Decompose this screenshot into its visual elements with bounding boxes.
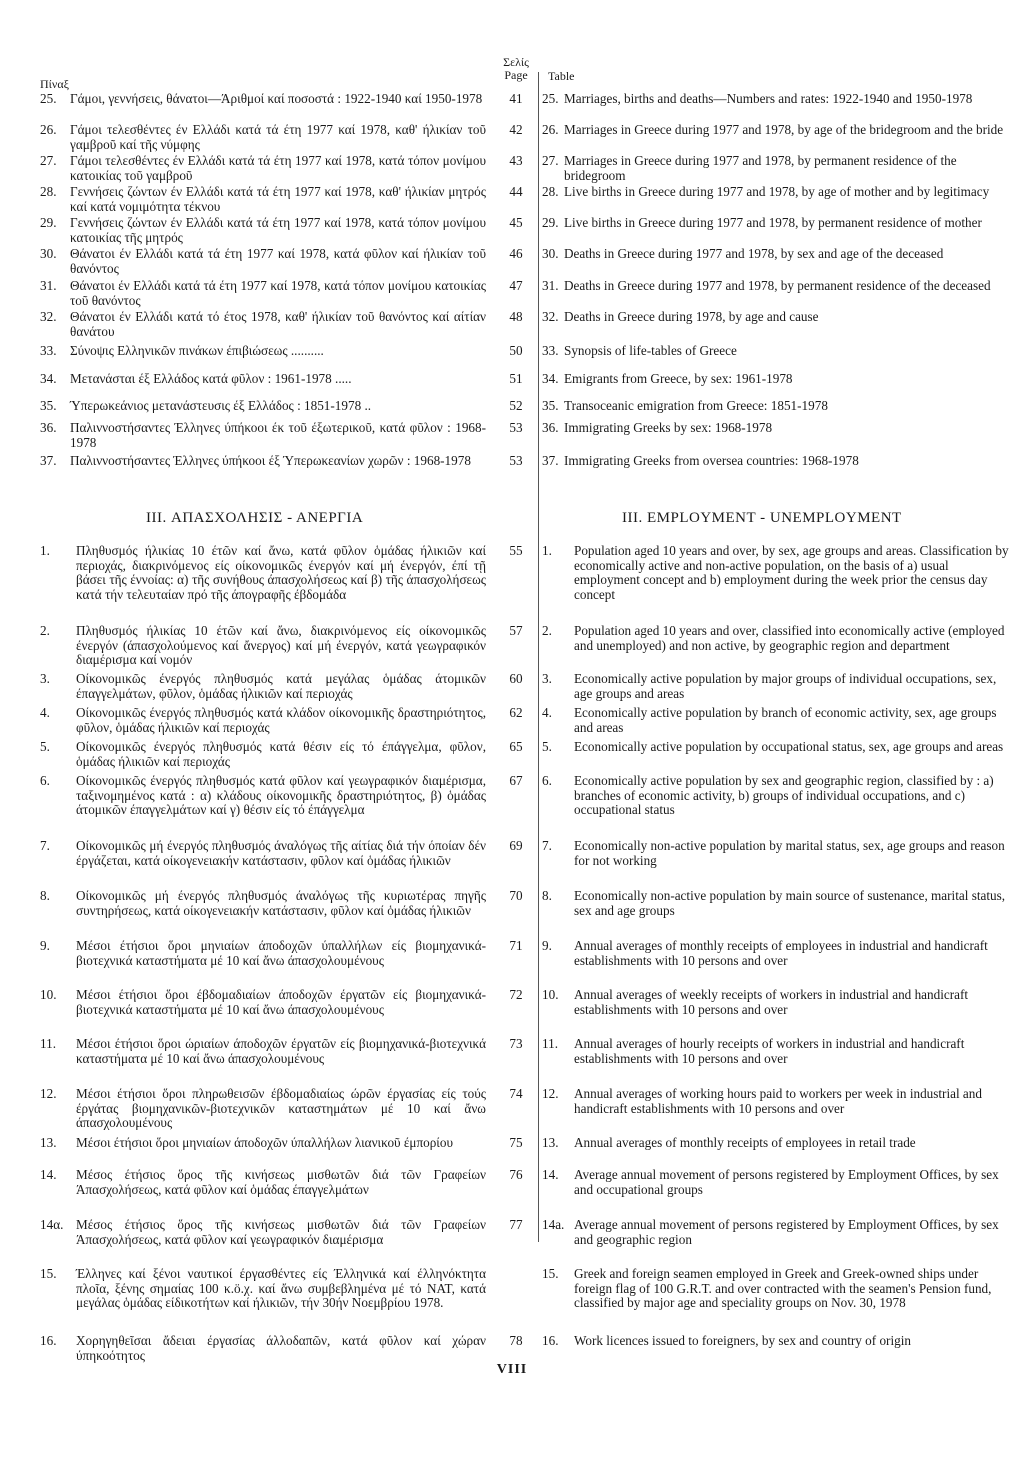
gr-entry: 13. Μέσοι έτήσιοι ὅροι μηνιαίων άποδοχῶν ύπαλλήλων λιανικοῦ έμπορίου bbox=[40, 1135, 453, 1150]
gr-entry: 28. Γεννήσεις ζώντων έν Ελλάδι κατά τά έτη 1977 καί 1978, καθ' ήλικίαν μητρός καί κατά νομιμότητα τέκνου bbox=[40, 184, 486, 214]
en-entry: 3. Economically active population by major groups of individual occupations, sex, age groups and areas bbox=[542, 671, 997, 701]
gr-entry: 8. Οίκονομικῶς μή ένεργός πληθυσμός άναλόγως τῆς κυριωτέρας πηγῆς συντηρήσεως, κατά οίκογενειακήν κατάστασιν, φῦλον καί ὁμάδας ήλικιῶν bbox=[40, 888, 486, 918]
page-number: 69 bbox=[509, 838, 523, 853]
page-number: 75 bbox=[509, 1135, 523, 1150]
page-number: 71 bbox=[509, 938, 523, 953]
en-entry: 29. Live births in Greece during 1977 and 1978, by permanent residence of mother bbox=[542, 215, 982, 230]
column-divider bbox=[538, 72, 539, 1242]
page-footer-number: VIII bbox=[496, 1362, 528, 1377]
section-title-gr: III. ΑΠΑΣΧΟΛΗΣΙΣ - ΑΝΕΡΓΙΑ bbox=[146, 510, 364, 526]
header-table-gr: Πίναξ bbox=[40, 77, 69, 91]
page-number: 57 bbox=[509, 623, 523, 638]
page-number: 52 bbox=[509, 398, 523, 413]
gr-entry: 3. Οίκονομικῶς ένεργός πληθυσμός κατά μεγάλας ὁμάδας άτομικῶν έπαγγελμάτων, φῦλον, ὁμάδας ήλικιῶν καί περιοχάς bbox=[40, 671, 486, 701]
en-entry: 36. Immigrating Greeks by sex: 1968-1978 bbox=[542, 420, 773, 435]
header-page-gr: Σελίς bbox=[503, 55, 529, 69]
en-entry: 14a. Average annual movement of persons registered by Employment Offices, by sex and geographic region bbox=[542, 1217, 999, 1247]
en-entry: 16. Work licences issued to foreigners, by sex and country of origin bbox=[542, 1333, 911, 1348]
gr-entry: 2. Πληθυσμός ήλικίας 10 έτῶν καί ἄνω, διακρινόμενος είς οίκονομικῶς ένεργόν (άπασχολούμενος καί ἄνεργος) καί μή ένεργόν, κατά γεωγραφικόν διαμέρισμα καί νομόν bbox=[40, 623, 486, 668]
gr-entry: 6. Οίκονομικῶς ένεργός πληθυσμός κατά φῦλον καί γεωγραφικόν διαμέρισμα, ταξινομημένος κατά : α) κλάδους οίκονομικῆς δραστηριότητος, β) ὁμάδας άτομικῶν έπαγγελμάτων καί γ) θέσιν είς τό έπάγγελμα bbox=[40, 773, 486, 818]
gr-entry: 16. Χορηγηθεῖσαι ἄδειαι έργασίας άλλοδαπῶν, κατά φῦλον καί χώραν ύπηκοότητος bbox=[40, 1333, 486, 1363]
gr-entry: 14α. Μέσος έτήσιος ὅρος τῆς κινήσεως μισθωτῶν διά τῶν Γραφείων Άπασχολήσεως, κατά φῦλον καί γεωγραφικόν διαμέρισμα bbox=[40, 1217, 486, 1247]
gr-entry: 36. Παλιννοστήσαντες Έλληνες ύπήκοοι έκ τοῦ έξωτερικοῦ, κατά φῦλον : 1968-1978 bbox=[40, 420, 486, 450]
page-number: 74 bbox=[509, 1086, 523, 1101]
en-entry: 10. Annual averages of weekly receipts of workers in industrial and handicraft establishments with 10 persons and over bbox=[542, 987, 969, 1017]
page-number: 50 bbox=[509, 343, 523, 358]
gr-entry: 7. Οίκονομικῶς μή ένεργός πληθυσμός άναλόγως τῆς αίτίας διά τήν όποίαν δέν έργάζεται, κατά οίκογενειακήν κατάστασιν, φῦλον καί ὁμάδας ήλικιῶν bbox=[40, 838, 486, 868]
page-number: 55 bbox=[509, 543, 523, 558]
en-entry: 11. Annual averages of hourly receipts of workers in industrial and handicraft establishments with 10 persons and over bbox=[542, 1036, 965, 1066]
en-entry: 4. Economically active population by branch of economic activity, sex, age groups and areas bbox=[542, 705, 997, 735]
en-entry: 33. Synopsis of life-tables of Greece bbox=[542, 343, 737, 358]
page-number: 44 bbox=[509, 184, 523, 199]
en-entry: 9. Annual averages of monthly receipts of employees in industrial and handicraft establishments with 10 persons and over bbox=[542, 938, 988, 968]
en-entry: 25. Marriages, births and deaths—Numbers and rates: 1922-1940 and 1950-1978 bbox=[542, 91, 973, 106]
page-number: 78 bbox=[509, 1333, 523, 1348]
en-entry: 2. Population aged 10 years and over, classified into economically active (employed and unemployed) and non active, by geographic region and department bbox=[542, 623, 1005, 653]
en-entry: 7. Economically non-active population by marital status, sex, age groups and reason for not working bbox=[542, 838, 1005, 868]
header-table-en: Table bbox=[548, 69, 575, 83]
en-entry: 28. Live births in Greece during 1977 and 1978, by age of mother and by legitimacy bbox=[542, 184, 990, 199]
gr-entry: 12. Μέσοι έτήσιοι ὅροι πληρωθεισῶν έβδομαδιαίως ώρῶν έργασίας είς τούς έργάτας βιομηχανικῶν-βιοτεχνικῶν καταστημάτων μέ 10 καί ἄνω άπασχολουμένους bbox=[40, 1086, 486, 1131]
gr-entry: 37. Παλιννοστήσαντες Έλληνες ύπήκοοι έξ Ύπερωκεανίων χωρῶν : 1968-1978 bbox=[40, 453, 471, 468]
en-entry: 1. Population aged 10 years and over, by sex, age groups and areas. Classification by economically active and non-active population, on the basis of a) usual employment concept and b) employment during the week prior the census day concept bbox=[542, 543, 1009, 602]
page-number: 48 bbox=[509, 309, 523, 324]
header-page-en: Page bbox=[504, 68, 528, 82]
en-entry: 8. Economically non-active population by main source of sustenance, marital status, sex and age groups bbox=[542, 888, 1006, 918]
page-number: 65 bbox=[509, 739, 523, 754]
en-entry: 27. Marriages in Greece during 1977 and 1978, by permanent residence of the bridegroom bbox=[542, 153, 957, 183]
gr-entry: 25. Γάμοι, γεννήσεις, θάνατοι—Άριθμοί καί ποσοστά : 1922-1940 καί 1950-1978 bbox=[40, 91, 483, 106]
page-number: 70 bbox=[509, 888, 523, 903]
en-entry: 30. Deaths in Greece during 1977 and 1978, by sex and age of the deceased bbox=[542, 246, 944, 261]
gr-entry: 15. Έλληνες καί ξένοι ναυτικοί έργασθέντες είς Έλληνικά καί έλληνόκτητα πλοῖα, ξένης σημαίας 100 κ.ö.χ. καί ἄνω συμβεβλημένα μέ τό ΝΑΤ, κατά μεγάλας ὁμάδας είδικοτήτων καί ήλικιῶν, τήν 30ήν Νοεμβρίου 1978. bbox=[40, 1266, 486, 1311]
en-entry: 35. Transoceanic emigration from Greece: 1851-1978 bbox=[542, 398, 828, 413]
en-entry: 5. Economically active population by occupational status, sex, age groups and areas bbox=[542, 739, 1004, 754]
gr-entry: 9. Μέσοι έτήσιοι ὅροι μηνιαίων άποδοχῶν ύπαλλήλων είς βιομηχανικά-βιοτεχνικά καταστήματα μέ 10 καί ἄνω άπασχολουμένους bbox=[40, 938, 486, 968]
page-number: 46 bbox=[509, 246, 523, 261]
page-number: 41 bbox=[509, 91, 523, 106]
page-number: 73 bbox=[509, 1036, 523, 1051]
en-entry: 13. Annual averages of monthly receipts of employees in retail trade bbox=[542, 1135, 916, 1150]
en-entry: 26. Marriages in Greece during 1977 and 1978, by age of the bridegroom and the bride bbox=[542, 122, 1004, 137]
gr-entry: 5. Οίκονομικῶς ένεργός πληθυσμός κατά θέσιν είς τό έπάγγελμα, φῦλον, ὁμάδας ήλικιῶν καί περιοχάς bbox=[40, 739, 486, 769]
gr-entry: 29. Γεννήσεις ζώντων έν Ελλάδι κατά τά έτη 1977 καί 1978, κατά τόπον μονίμου κατοικίας τῆς μητρός bbox=[40, 215, 486, 245]
header-page-column bbox=[494, 56, 538, 82]
en-entry: 14. Average annual movement of persons registered by Employment Offices, by sex and occupational groups bbox=[542, 1167, 999, 1197]
page-number: 76 bbox=[509, 1167, 523, 1182]
page-number: 60 bbox=[509, 671, 523, 686]
page-number: 47 bbox=[509, 278, 523, 293]
gr-entry: 10. Μέσοι έτήσιοι ὅροι έβδομαδιαίων άποδοχῶν έργατῶν είς βιομηχανικά-βιοτεχνικά καταστήματα μέ 10 καί ἄνω άπασχολουμένους bbox=[40, 987, 486, 1017]
section-title-en: III. EMPLOYMENT - UNEMPLOYMENT bbox=[622, 510, 902, 526]
page-number: 45 bbox=[509, 215, 523, 230]
gr-entry: 33. Σύνοψις Ελληνικῶν πινάκων έπιβιώσεως .......... bbox=[40, 343, 324, 358]
gr-entry: 35. Ύπερωκεάνιος μετανάστευσις έξ Ελλάδος : 1851-1978 .. bbox=[40, 398, 372, 413]
gr-entry: 30. Θάνατοι έν Ελλάδι κατά τά έτη 1977 καί 1978, κατά φῦλον καί ήλικίαν τοῦ θανόντος bbox=[40, 246, 486, 276]
page-number: 53 bbox=[509, 453, 523, 468]
page-number: 42 bbox=[509, 122, 523, 137]
page-number: 62 bbox=[509, 705, 523, 720]
page-number: 53 bbox=[509, 420, 523, 435]
en-entry: 32. Deaths in Greece during 1978, by age and cause bbox=[542, 309, 819, 324]
en-entry: 37. Immigrating Greeks from oversea countries: 1968-1978 bbox=[542, 453, 859, 468]
gr-entry: 27. Γάμοι τελεσθέντες έν Ελλάδι κατά τά έτη 1977 καί 1978, κατά τόπον μονίμου κατοικίας τοῦ γαμβροῦ bbox=[40, 153, 486, 183]
page-number: 51 bbox=[509, 371, 523, 386]
en-entry: 15. Greek and foreign seamen employed in Greek and Greek-owned ships under foreign flag of 100 G.R.T. and over contracted with the seamen's Pension fund, classified by major age and speciality groups on Nov. 30, 1978 bbox=[542, 1266, 992, 1311]
gr-entry: 14. Μέσος έτήσιος ὅρος τῆς κινήσεως μισθωτῶν διά τῶν Γραφείων Άπασχολήσεως, κατά φῦλον καί ὁμάδας έπαγγελμάτων bbox=[40, 1167, 486, 1197]
gr-entry: 26. Γάμοι τελεσθέντες έν Ελλάδι κατά τά έτη 1977 καί 1978, καθ' ήλικίαν τοῦ γαμβροῦ καί τῆς νύμφης bbox=[40, 122, 486, 152]
gr-entry: 31. Θάνατοι έν Ελλάδι κατά τά έτη 1977 καί 1978, κατά τόπον μονίμου κατοικίας τοῦ θανόντος bbox=[40, 278, 486, 308]
gr-entry: 34. Μετανάσται έξ Ελλάδος κατά φῦλον : 1961-1978 ..... bbox=[40, 371, 352, 386]
gr-entry: 1. Πληθυσμός ήλικίας 10 έτῶν καί ἄνω, κατά φῦλον ὁμάδας ήλικιῶν καί περιοχάς, διακρινόμενος είς οίκονομικῶς ένεργόν καί μή ένεργόν, έπί τῇ βάσει τῆς έννοίας: α) τῆς συνήθους άπασχολήσεως καί β) τῆς άπασχολήσεως κατά τήν τελευταίαν πρό τῆς άπογραφῆς έβδομάδα bbox=[40, 543, 486, 602]
page-number: 43 bbox=[509, 153, 523, 168]
gr-entry: 32. Θάνατοι έν Ελλάδι κατά τό έτος 1978, καθ' ήλικίαν τοῦ θανόντος καί αίτίαν θανάτου bbox=[40, 309, 486, 339]
gr-entry: 4. Οίκονομικῶς ένεργός πληθυσμός κατά κλάδον οίκονομικῆς δραστηριότητος, φῦλον, ὁμάδας ήλικιῶν καί περιοχάς bbox=[40, 705, 486, 735]
page-number: 77 bbox=[509, 1217, 523, 1232]
page-number: 67 bbox=[509, 773, 523, 788]
en-entry: 6. Economically active population by sex and geographic region, classified by : a) branches of economic activity, b) groups of individual occupations, and c) occupational status bbox=[542, 773, 994, 818]
page-number: 72 bbox=[509, 987, 523, 1002]
gr-entry: 11. Μέσοι έτήσιοι ὅροι ώριαίων άποδοχῶν έργατῶν είς βιομηχανικά-βιοτεχνικά καταστήματα μέ 10 καί ἄνω άπασχολουμένους bbox=[40, 1036, 486, 1066]
en-entry: 12. Annual averages of working hours paid to workers per week in industrial and handicraft establishments with 10 persons and over bbox=[542, 1086, 982, 1116]
en-entry: 31. Deaths in Greece during 1977 and 1978, by permanent residence of the deceased bbox=[542, 278, 991, 293]
en-entry: 34. Emigrants from Greece, by sex: 1961-1978 bbox=[542, 371, 793, 386]
